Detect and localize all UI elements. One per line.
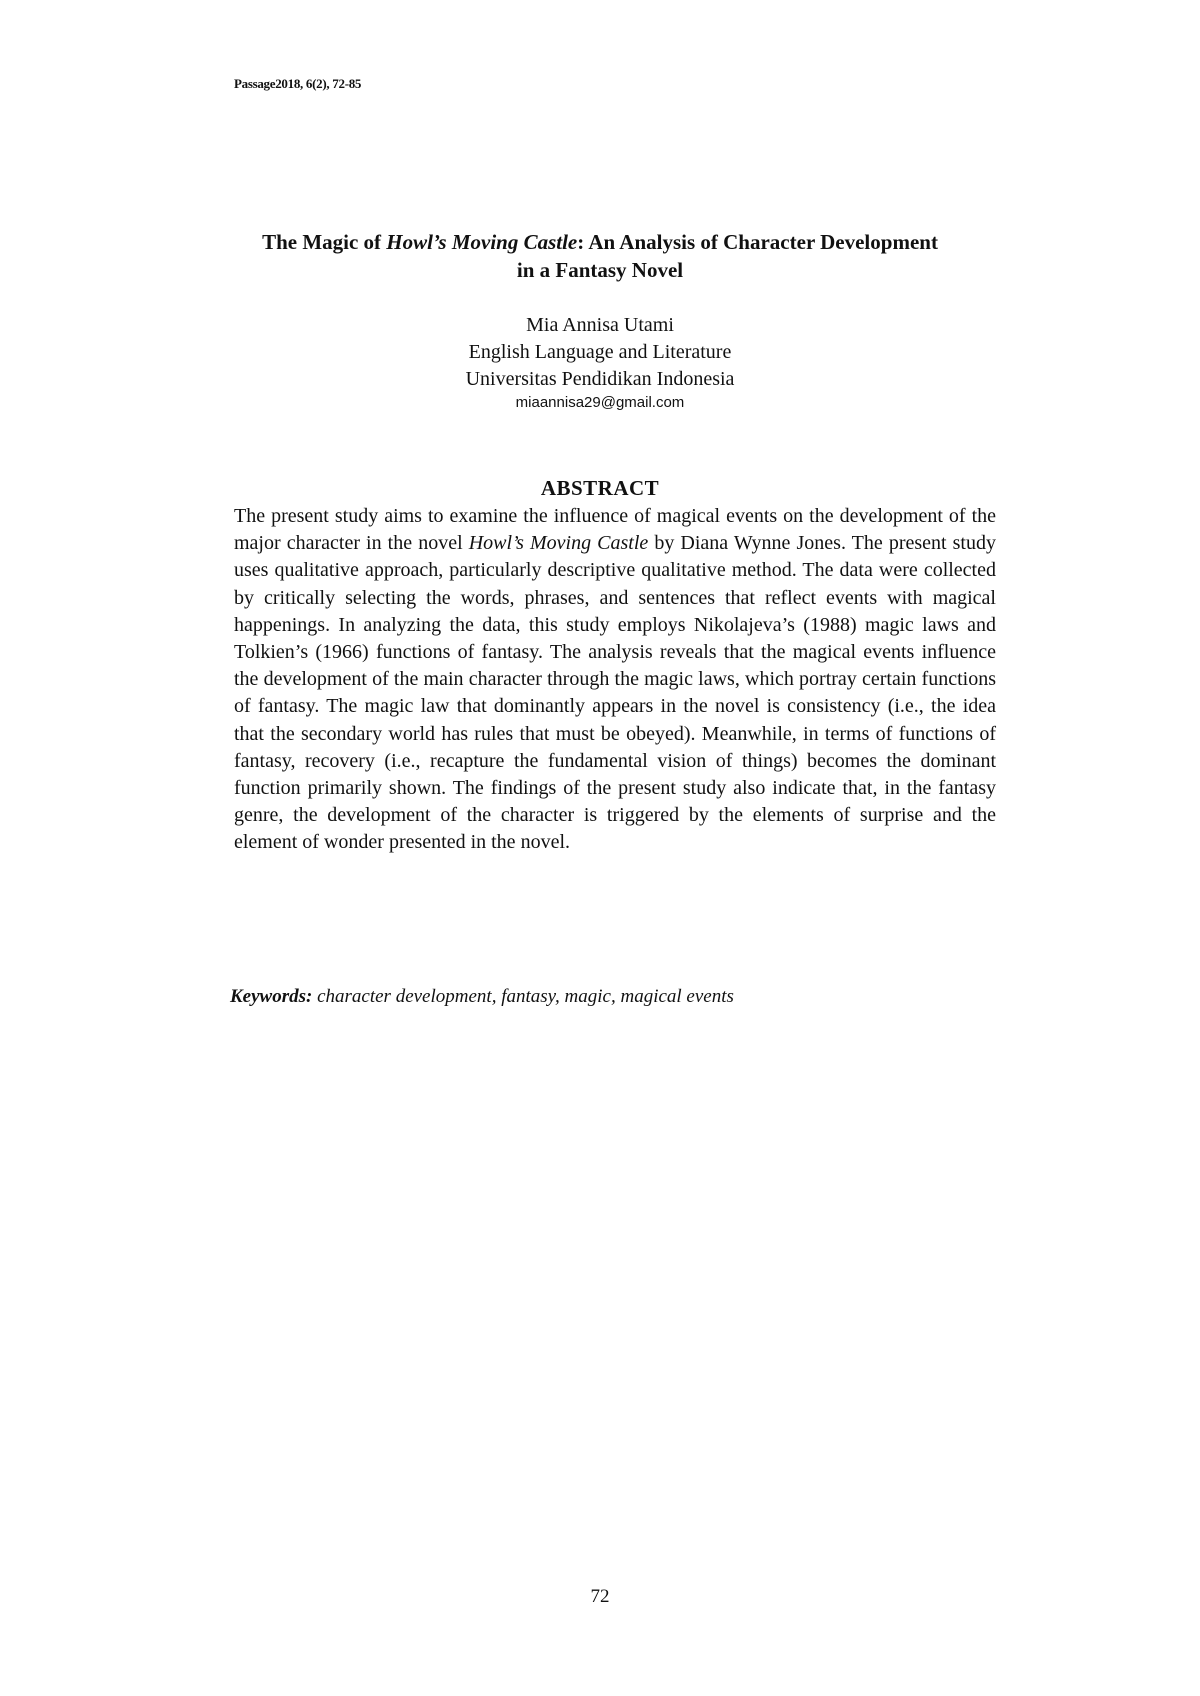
title-prefix: The Magic of xyxy=(262,230,387,254)
keywords-values: character development, fantasy, magic, magical events xyxy=(312,986,734,1007)
title-suffix: : An Analysis of Character Development xyxy=(577,230,938,254)
title-line-1 xyxy=(200,228,1000,256)
author-name: Mia Annisa Utami xyxy=(526,314,674,336)
keywords-label: Keywords: xyxy=(230,986,313,1007)
author-department: English Language and Literature xyxy=(468,341,732,363)
keywords xyxy=(230,986,734,1008)
author-info xyxy=(200,312,1000,413)
abstract-text xyxy=(234,503,996,857)
title-novel-name: Howl’s Moving Castle xyxy=(386,230,578,254)
page-number: 72 xyxy=(590,1586,610,1607)
abstract-text-part-1: The present study aims to examine the influence of magical events on the development of the major character in the novel xyxy=(234,505,996,555)
journal-citation: Passage2018, 6(2), 72-85 xyxy=(234,76,362,91)
author-university: Universitas Pendidikan Indonesia xyxy=(465,368,735,390)
author-email: miaannisa29@gmail.com xyxy=(515,394,685,411)
paper-title xyxy=(200,228,1000,284)
abstract-novel-title: Howl’s Moving Castle xyxy=(468,532,649,555)
abstract-text-part-2: by Diana Wynne Jones. The present study uses qualitative approach, particularly descriptive qualitative method. The data were collected by critically selecting the words, phrases, and sentences that reflect events with magical happenings. In analyzing the data, this study employs Nikolajeva’s (1988) magic laws and Tolkien’s (1966) functions of fantasy. The analysis reveals that the magical events influence the development of the main character through the magic laws, which portray certain functions of fantasy. The magic law that dominantly appears in the novel is consistency (i.e., the idea that the secondary world has rules that must be obeyed). Meanwhile, in terms of functions of fantasy, recovery (i.e., recapture the fundamental vision of things) becomes the dominant function primarily shown. The findings of the present study also indicate that, in the fantasy genre, the development of the character is triggered by the elements of surprise and the element of wonder presented in the novel. xyxy=(234,532,996,854)
abstract-heading: ABSTRACT xyxy=(540,476,660,500)
title-line-2: in a Fantasy Novel xyxy=(516,258,684,282)
